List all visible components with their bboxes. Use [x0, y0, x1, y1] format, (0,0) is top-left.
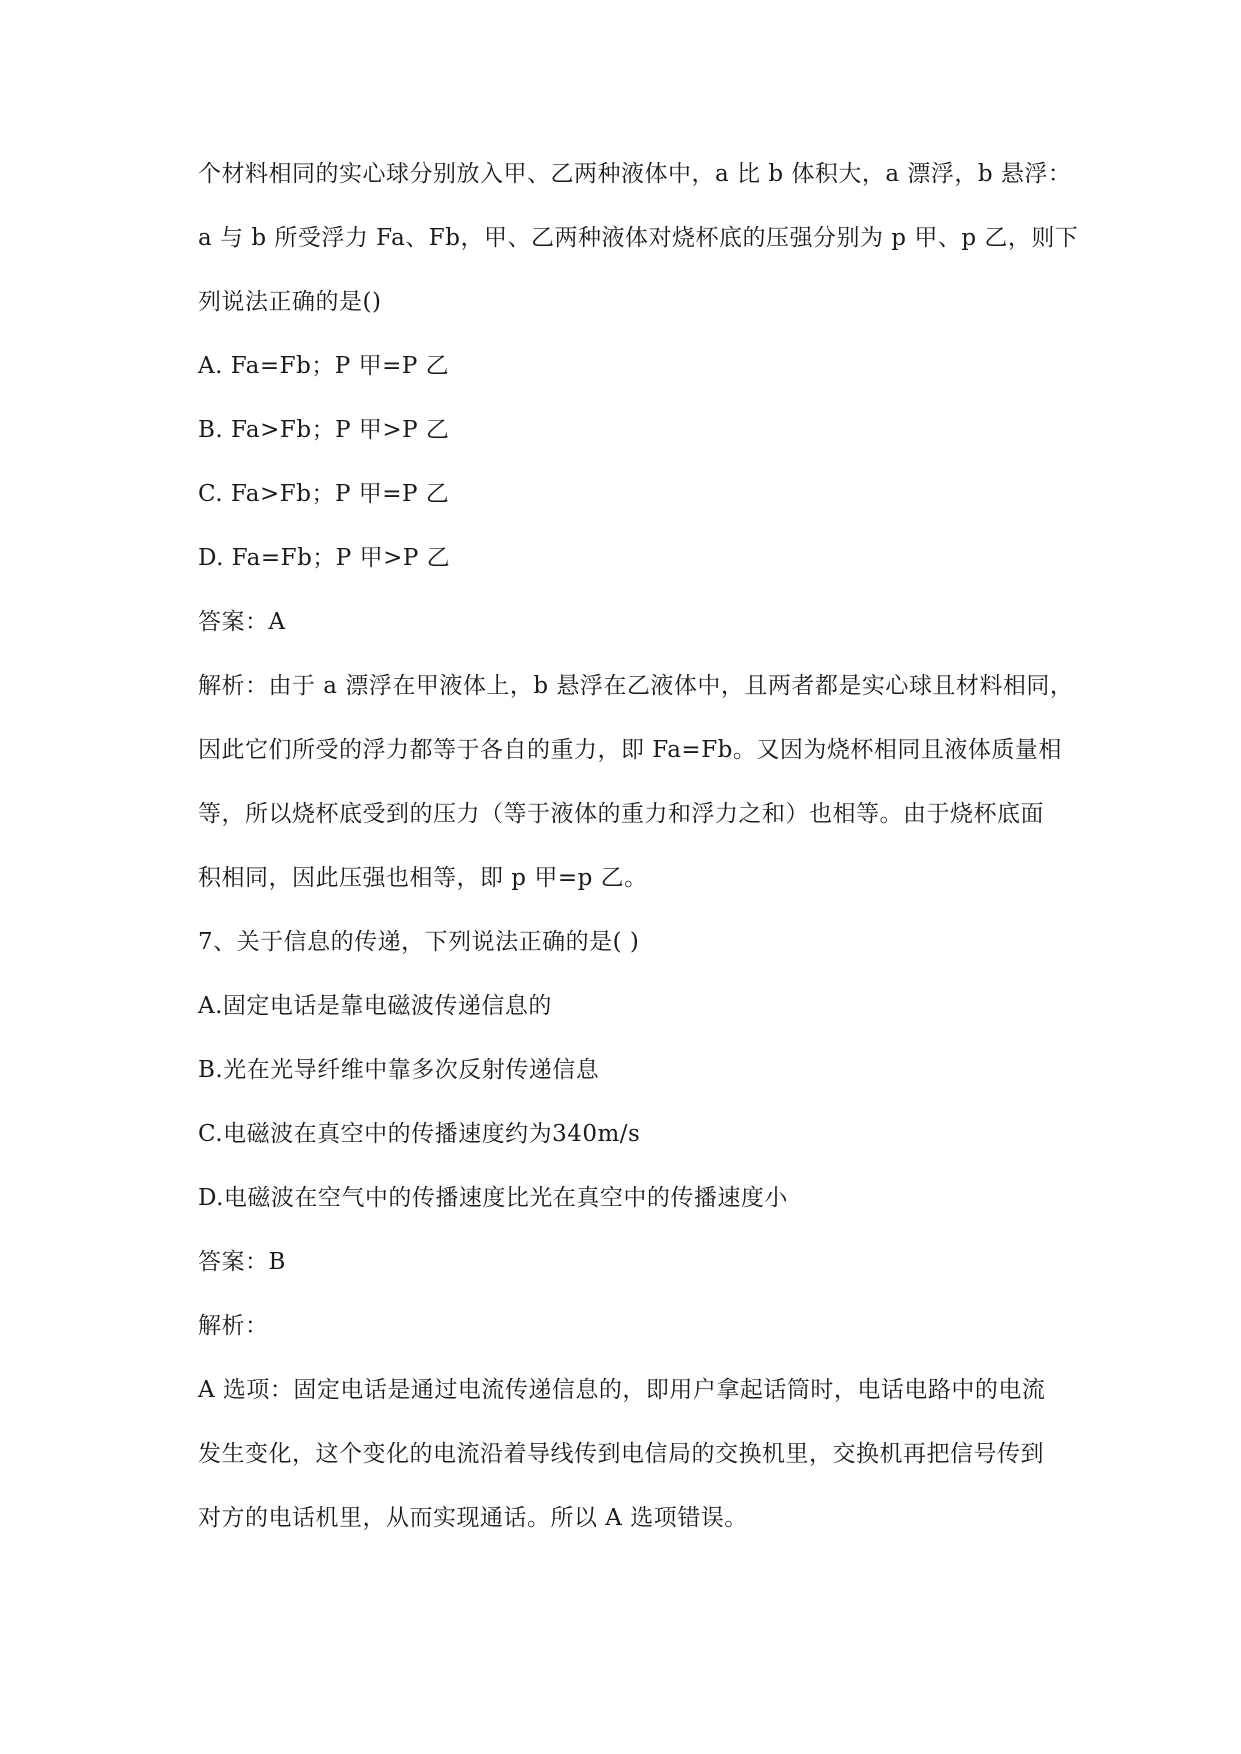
question-7-stem: 7、关于信息的传递，下列说法正确的是( ) — [198, 929, 640, 955]
question-6-option-d: D. Fa=Fb；P 甲>P 乙 — [198, 545, 451, 571]
question-7-answer: 答案：B — [198, 1249, 286, 1275]
document-body — [198, 142, 1088, 1550]
question-7-option-a: A.固定电话是靠电磁波传递信息的 — [198, 993, 552, 1019]
question-6-explanation-line-4: 积相同，因此压强也相等，即 p 甲=p 乙。 — [198, 865, 648, 891]
question-6-answer: 答案：A — [198, 609, 286, 635]
question-6-stem-line-1: 个材料相同的实心球分别放入甲、乙两种液体中，a 比 b 体积大，a 漂浮，b 悬浮： — [198, 161, 1072, 187]
question-6-option-c: C. Fa>Fb；P 甲=P 乙 — [198, 481, 450, 507]
question-7-option-c: C.电磁波在真空中的传播速度约为340m/s — [198, 1121, 641, 1147]
question-7-explanation-a-line-1: A 选项：固定电话是通过电流传递信息的，即用户拿起话筒时，电话电路中的电流 — [198, 1377, 1046, 1403]
question-6-option-a: A. Fa=Fb；P 甲=P 乙 — [198, 353, 450, 379]
question-7-explanation-a-line-2: 发生变化，这个变化的电流沿着导线传到电信局的交换机里，交换机再把信号传到 — [198, 1441, 1044, 1467]
question-6-explanation-line-3: 等，所以烧杯底受到的压力（等于液体的重力和浮力之和）也相等。由于烧杯底面 — [198, 801, 1044, 827]
question-7-explanation-heading: 解析： — [198, 1313, 269, 1339]
question-7-option-d: D.电磁波在空气中的传播速度比光在真空中的传播速度小 — [198, 1185, 788, 1211]
question-7-option-b: B.光在光导纤维中靠多次反射传递信息 — [198, 1057, 600, 1083]
question-6-option-b: B. Fa>Fb；P 甲>P 乙 — [198, 417, 450, 443]
question-6-explanation-line-1: 解析：由于 a 漂浮在甲液体上，b 悬浮在乙液体中，且两者都是实心球且材料相同， — [198, 673, 1074, 699]
question-7-explanation-a-line-3: 对方的电话机里，从而实现通话。所以 A 选项错误。 — [198, 1505, 748, 1531]
question-6-stem-line-3: 列说法正确的是() — [198, 289, 382, 315]
question-6-explanation-line-2: 因此它们所受的浮力都等于各自的重力，即 Fa=Fb。又因为烧杯相同且液体质量相 — [198, 737, 1062, 763]
question-6-stem-line-2: a 与 b 所受浮力 Fa、Fb，甲、乙两种液体对烧杯底的压强分别为 p 甲、p 乙，则下 — [198, 225, 1079, 251]
